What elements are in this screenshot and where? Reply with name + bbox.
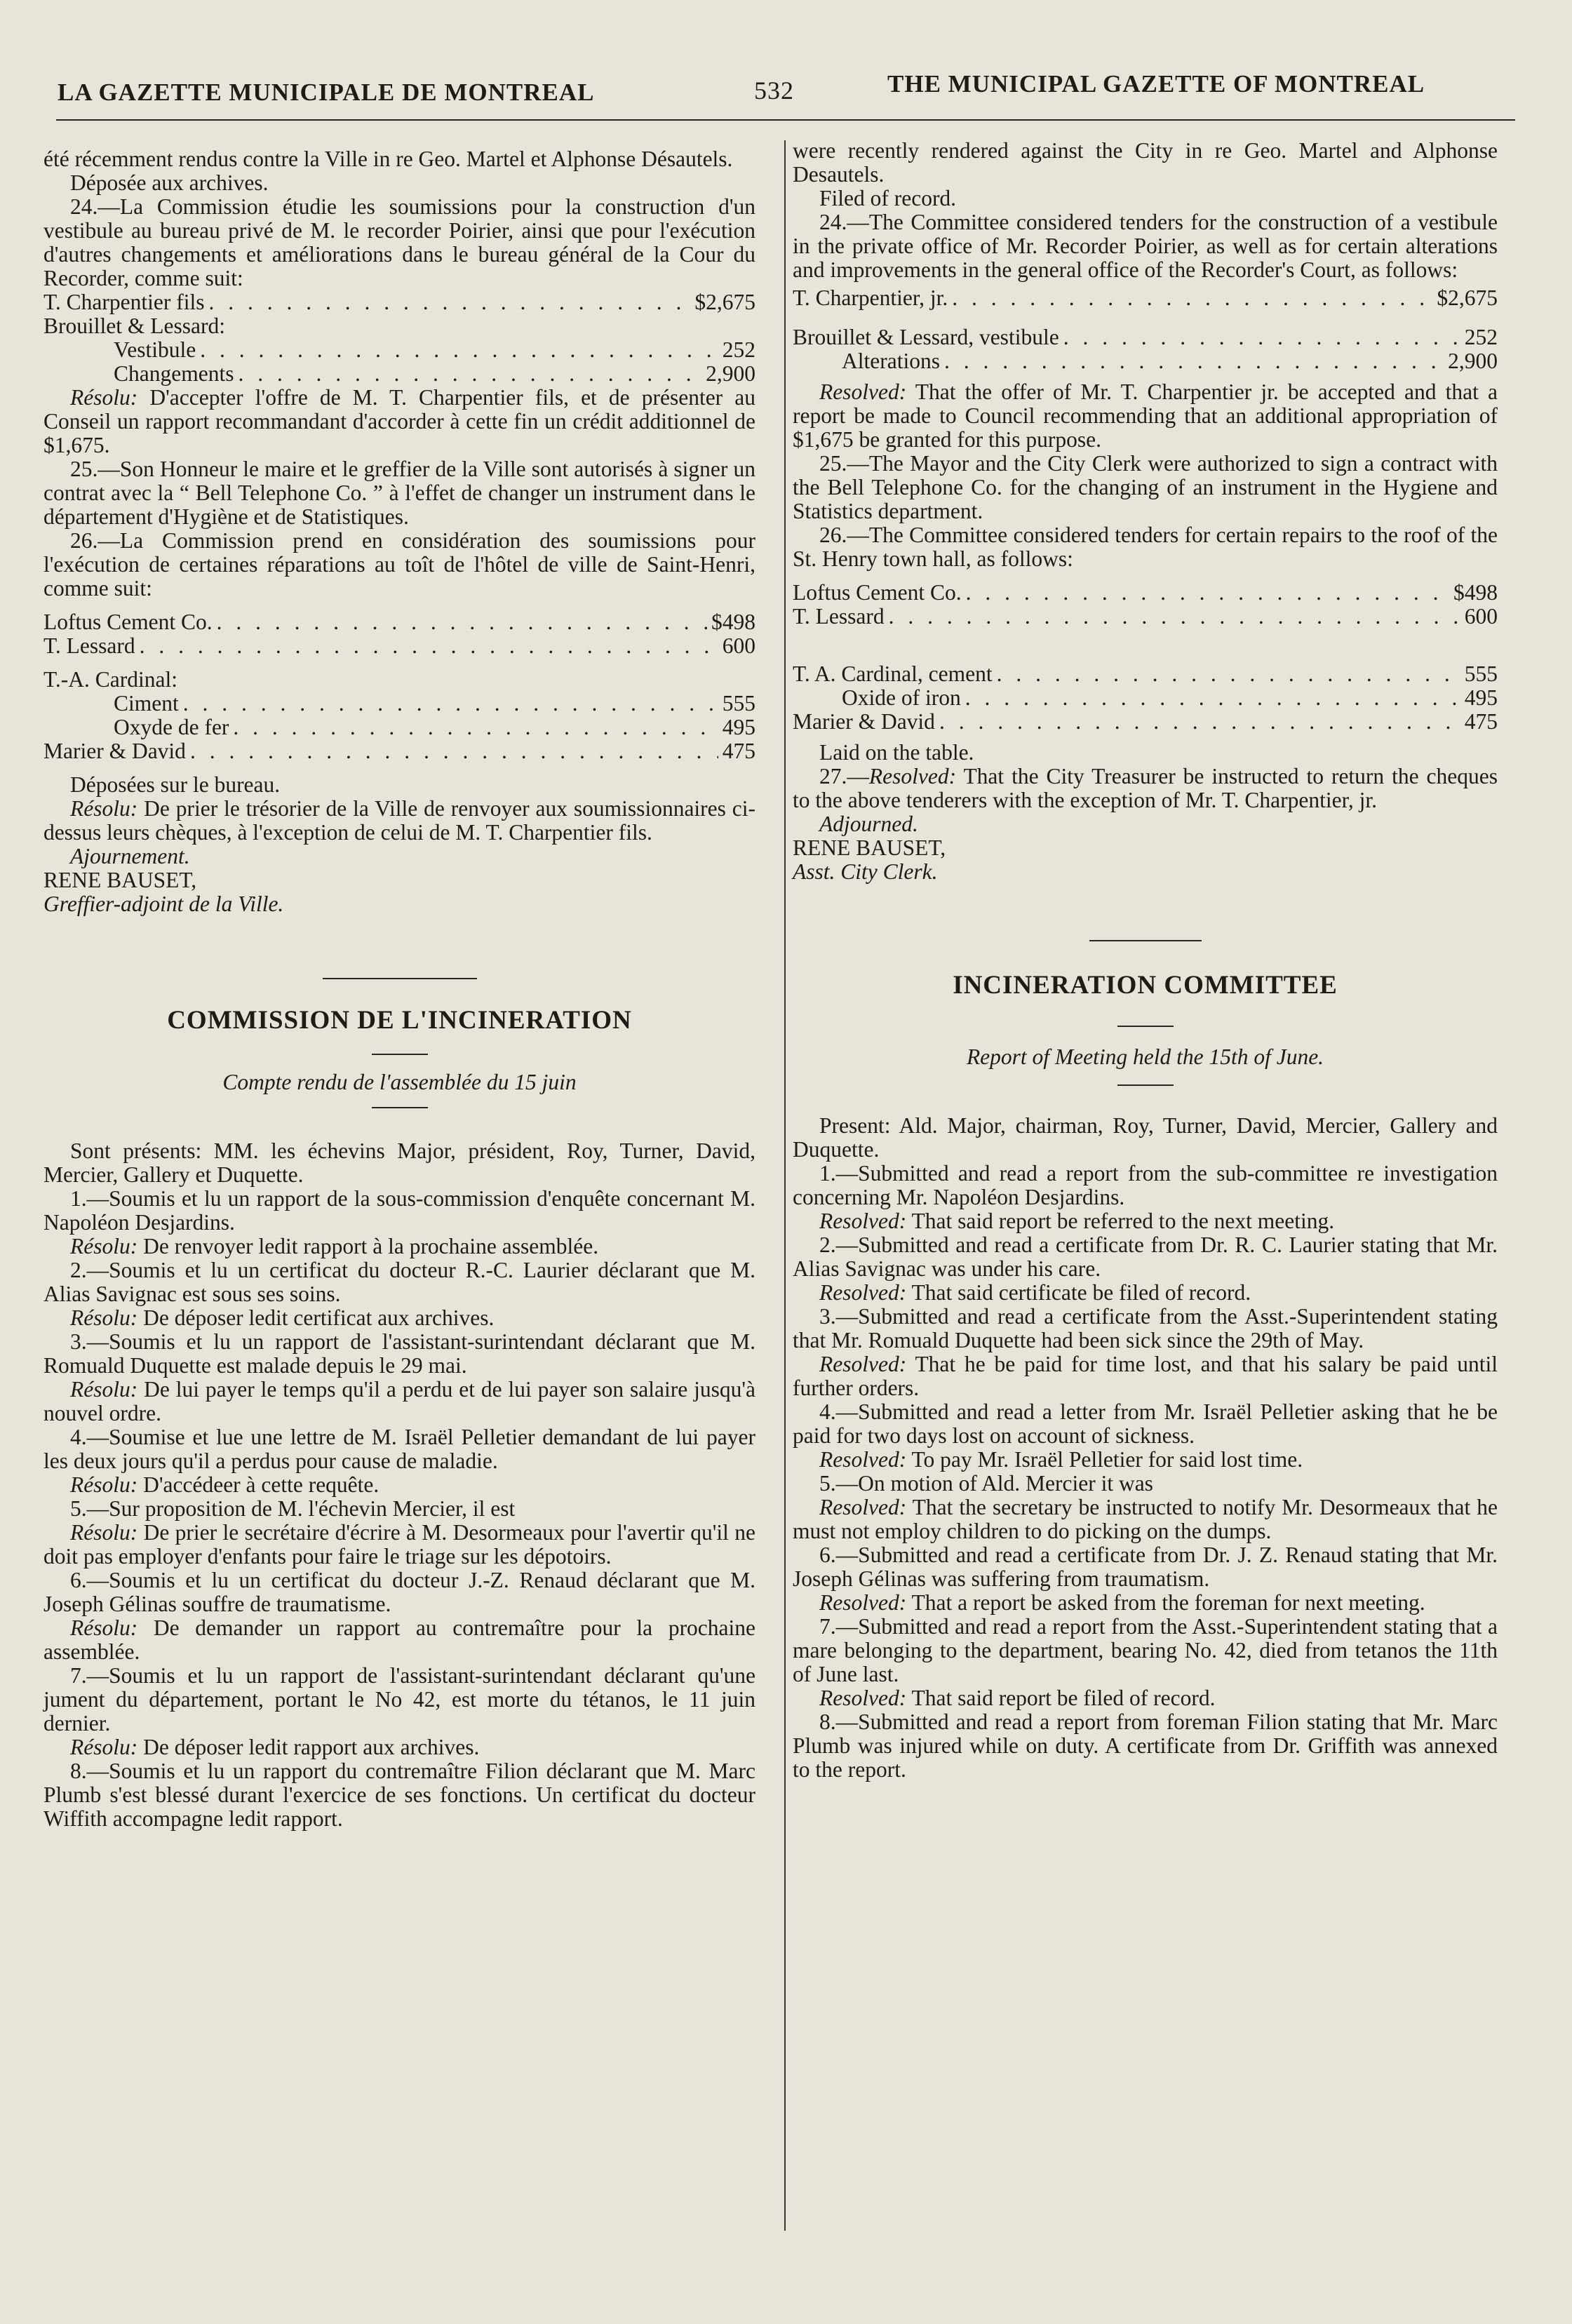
item-2: 2.—Submitted and read a certificate from Dr. R. C. Laurier stating that Mr. Alias Savignac was under his care. <box>793 1232 1498 1281</box>
item-6: 6.—Soumis et lu un certificat du docteur J.-Z. Renaud déclarant que M. Joseph Gélinas souffre de traumatisme. <box>43 1568 755 1616</box>
tender-line: Oxyde de fer . . . 495 <box>43 716 755 739</box>
resolution: Resolved: That a report be asked from the foreman for next meeting. <box>819 1590 1425 1615</box>
adjournment: Adjourned. <box>819 812 918 836</box>
tender-line: T. Lessard . . . 600 <box>793 605 1498 629</box>
signature-title: Greffier-adjoint de la Ville. <box>43 892 284 916</box>
item-1: 1.—Soumis et lu un rapport de la sous-commission d'enquête concernant M. Napoléon Desjardins. <box>43 1186 755 1235</box>
resolution: Resolved: That said certificate be filed of record. <box>819 1280 1251 1305</box>
section-title: INCINERATION COMMITTEE <box>953 971 1338 1000</box>
french-column <box>43 147 755 1831</box>
resolution: Résolu: De déposer ledit rapport aux archives. <box>70 1735 480 1759</box>
resolution: Resolved: That said report be filed of record. <box>819 1686 1216 1710</box>
adjournment: Ajournement. <box>70 844 190 868</box>
resolution: Resolved: That the secretary be instructed to notify Mr. Desormeaux that he must not employ children to do picking on the dumps. <box>793 1495 1498 1543</box>
item-5: 5.—On motion of Ald. Mercier it was <box>819 1471 1153 1496</box>
resolution: Resolved: To pay Mr. Israël Pelletier for said lost time. <box>819 1447 1303 1472</box>
resolution: Résolu: De prier le secrétaire d'écrire à M. Desormeaux pour l'avertir qu'il ne doit pas employer d'enfants pour faire le triage sur les dépotoirs. <box>43 1520 755 1569</box>
section-subtitle: Compte rendu de l'assemblée du 15 juin <box>222 1070 577 1094</box>
item-4: 4.—Soumise et lue une lettre de M. Israël Pelletier demandant de lui payer les deux jours qu'il a perdus pour cause de maladie. <box>43 1425 755 1473</box>
attendance: Present: Ald. Major, chairman, Roy, Turner, David, Mercier, Gallery and Duquette. <box>793 1113 1498 1162</box>
paragraph: Déposée aux archives. <box>70 170 269 195</box>
item-8: 8.—Submitted and read a report from foreman Filion stating that Mr. Marc Plumb was injured while on duty. A certificate from Dr. Griffith was annexed to the report. <box>793 1710 1498 1782</box>
paragraph: were recently rendered against the City in re Geo. Martel and Alphonse Desautels. <box>793 138 1498 187</box>
tender-line: Brouillet & Lessard, vestibule . . . 252 <box>793 325 1498 349</box>
signature-name: RENE BAUSET, <box>43 868 197 892</box>
item-7: 7.—Submitted and read a report from the Asst.-Superintendent stating that a mare belonging to the department, bearing No. 42, died from tetanos the 11th of June last. <box>793 1614 1498 1686</box>
resolution: Resolved: That he be paid for time lost, and that his salary be paid until further orders. <box>793 1352 1498 1400</box>
tender-line: Alterations . . . 2,900 <box>793 349 1498 373</box>
paragraph: été récemment rendus contre la Ville in re Geo. Martel et Alphonse Désautels. <box>43 147 733 171</box>
tender-line: Oxide of iron . . . 495 <box>793 686 1498 710</box>
resolution: Resolved: That the offer of Mr. T. Charpentier jr. be accepted and that a report be made to Council recommending that an additional appropriation of $1,675 be granted for this purpose. <box>793 380 1498 452</box>
resolution: Résolu: De prier le trésorier de la Ville de renvoyer aux soumissionnaires ci-dessus leurs chèques, à l'exception de celui de M. T. Charpentier fils. <box>43 796 756 845</box>
item-26: 26.—The Committee considered tenders for certain repairs to the roof of the St. Henry town hall, as follows: <box>793 523 1498 571</box>
tender-line: Vestibule . . . 252 <box>43 338 755 362</box>
tender-line: T. A. Cardinal, cement . . . 555 <box>793 662 1498 686</box>
resolution: Résolu: De lui payer le temps qu'il a perdu et de lui payer son salaire jusqu'à nouvel ordre. <box>43 1377 756 1425</box>
section-title: COMMISSION DE L'INCINERATION <box>167 1006 632 1035</box>
running-header-english: THE MUNICIPAL GAZETTE OF MONTREAL <box>887 70 1425 98</box>
resolution: Résolu: De demander un rapport au contremaître pour la prochaine assemblée. <box>43 1616 755 1664</box>
tender-line: Changements . . . 2,900 <box>43 362 755 386</box>
item-25: 25.—Son Honneur le maire et le greffier de la Ville sont autorisés à signer un contrat avec la “ Bell Telephone Co. ” à l'effet de changer un instrument dans le département d'Hygiène et de Statistiques. <box>43 457 755 529</box>
tender-line: T. Charpentier, jr. . . . $2,675 <box>793 286 1498 310</box>
page-number: 532 <box>754 76 794 105</box>
section-subtitle: Report of Meeting held the 15th of June. <box>966 1045 1324 1069</box>
tender-line: T. Charpentier fils . . . $2,675 <box>43 290 755 314</box>
signature-title: Asst. City Clerk. <box>793 859 938 884</box>
item-4: 4.—Submitted and read a letter from Mr. Israël Pelletier asking that he be paid for two days lost on account of sickness. <box>793 1399 1498 1448</box>
tender-heading: Brouillet & Lessard: <box>43 314 225 338</box>
tender-line: Loftus Cement Co. . . . $498 <box>793 581 1498 605</box>
item-24: 24.—La Commission étudie les soumissions pour la construction d'un vestibule au bureau privé de M. le recorder Poirier, ainsi que pour l'exécution d'autres changements et améliorations dans le bureau général de la Cour du Recorder, comme suit: <box>43 194 755 290</box>
signature-name: RENE BAUSET, <box>793 835 946 860</box>
tender-line: T. Lessard . . . 600 <box>43 634 755 658</box>
resolution: Résolu: D'accédeer à cette requête. <box>70 1472 379 1497</box>
item-7: 7.—Soumis et lu un rapport de l'assistant-surintendant déclarant qu'une jument du département, portant le No 42, est morte du tétanos, le 11 juin dernier. <box>43 1663 755 1735</box>
item-6: 6.—Submitted and read a certificate from Dr. J. Z. Renaud stating that Mr. Joseph Gélinas was suffering from traumatism. <box>793 1543 1498 1591</box>
resolution: Résolu: D'accepter l'offre de M. T. Charpentier fils, et de présenter au Conseil un rapport recommandant d'accorder à cette fin un crédit additionnel de $1,675. <box>43 385 755 457</box>
item-3: 3.—Submitted and read a certificate from the Asst.-Superintendent stating that Mr. Romuald Duquette had been sick since the 29th of May. <box>793 1304 1498 1352</box>
tender-line: Marier & David . . . 475 <box>793 710 1498 734</box>
item-24: 24.—The Committee considered tenders for the construction of a vestibule in the private office of Mr. Recorder Poirier, as well as for certain alterations and improvements in the general office of the Recorder's Court, as follows: <box>793 210 1498 282</box>
header-rule <box>56 119 1515 121</box>
item-5: 5.—Sur proposition de M. l'échevin Mercier, il est <box>70 1496 516 1521</box>
running-header-french: LA GAZETTE MUNICIPALE DE MONTREAL <box>58 79 595 106</box>
resolution: Resolved: That said report be referred to the next meeting. <box>819 1209 1335 1233</box>
paragraph: Déposées sur le bureau. <box>70 772 281 797</box>
item-27: 27.—Resolved: That the City Treasurer be instructed to return the cheques to the above tenderers with the exception of Mr. T. Charpentier, jr. <box>793 764 1498 812</box>
item-8: 8.—Soumis et lu un rapport du contremaître Filion déclarant que M. Marc Plumb s'est blessé durant l'exercice de ses fonctions. Un certificat du docteur Wiffith accompagne ledit rapport. <box>43 1759 755 1831</box>
english-column <box>793 139 1498 1782</box>
paragraph: Laid on the table. <box>819 740 974 765</box>
tender-line: Loftus Cement Co. . . . $498 <box>43 610 755 634</box>
item-26: 26.—La Commission prend en considération des soumissions pour l'exécution de certaines réparations au toît de l'hôtel de ville de Saint-Henri, comme suit: <box>43 528 755 600</box>
item-2: 2.—Soumis et lu un certificat du docteur R.-C. Laurier déclarant que M. Alias Savignac est sous ses soins. <box>43 1258 755 1306</box>
attendance: Sont présents: MM. les échevins Major, président, Roy, Turner, David, Mercier, Gallery et Duquette. <box>43 1139 755 1187</box>
item-3: 3.—Soumis et lu un rapport de l'assistant-surintendant déclarant que M. Romuald Duquette est malade depuis le 29 mai. <box>43 1329 755 1378</box>
resolution: Résolu: De déposer ledit certificat aux archives. <box>70 1305 495 1330</box>
resolution: Résolu: De renvoyer ledit rapport à la prochaine assemblée. <box>70 1234 599 1258</box>
paragraph: Filed of record. <box>819 186 957 210</box>
tender-line: Marier & David . . . 475 <box>43 739 755 763</box>
item-25: 25.—The Mayor and the City Clerk were authorized to sign a contract with the Bell Telephone Co. for the changing of an instrument in the Hygiene and Statistics department. <box>793 451 1498 523</box>
tender-heading: T.-A. Cardinal: <box>43 667 177 692</box>
tender-line: Ciment . . . 555 <box>43 692 755 716</box>
column-divider <box>784 140 786 2231</box>
item-1: 1.—Submitted and read a report from the sub-committee re investigation concerning Mr. Napoléon Desjardins. <box>793 1161 1498 1209</box>
